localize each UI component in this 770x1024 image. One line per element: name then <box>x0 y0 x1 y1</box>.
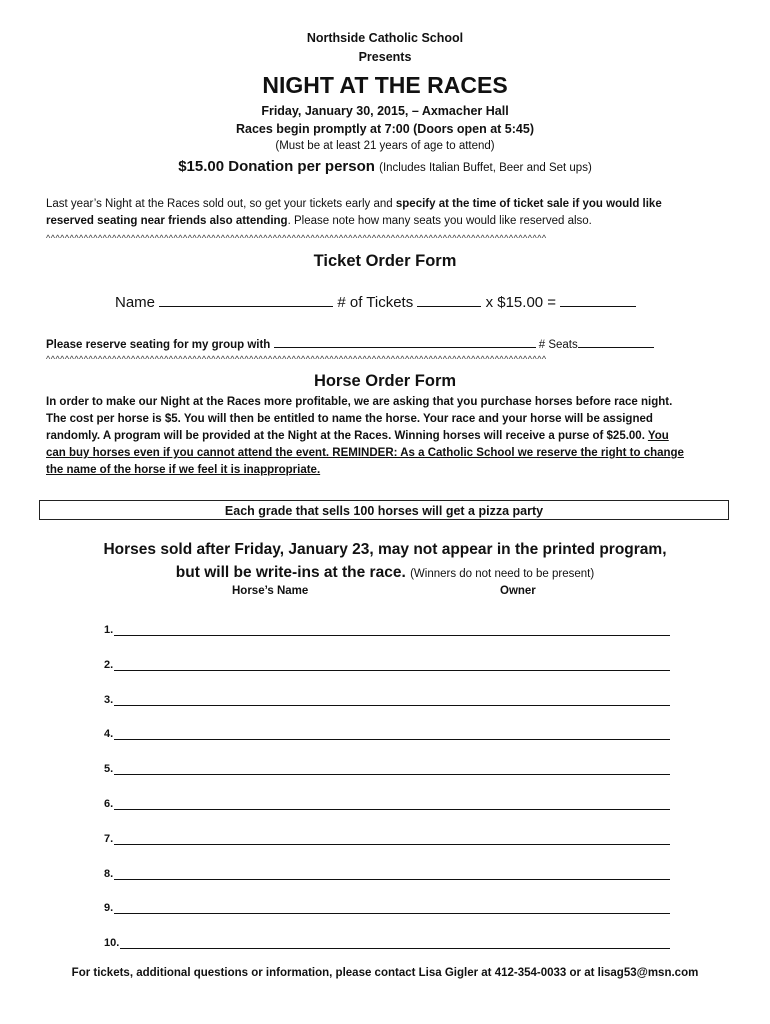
horse-para-text: randomly. A program will be provided at the Night at the Races. Winning horses will receive a purse of $25.00. <box>46 430 648 442</box>
horse-entry-number: 4. <box>104 728 114 740</box>
horse-entry-line[interactable] <box>114 621 670 636</box>
horse-para-line-1: In order to make our Night at the Races more profitable, we are asking that you purchase horses before race night. <box>46 396 673 408</box>
horse-entry-number: 2. <box>104 659 114 671</box>
deadline-line-1: Horses sold after Friday, January 23, may not appear in the printed program, <box>103 541 667 558</box>
separator-2: ^^^^^^^^^^^^^^^^^^^^^^^^^^^^^^^^^^^^^^^^^^^^^^^^^^^^^^^^^^^^^^^^^^^^^^^^^^^^^^^^^^^^^^^^^^^^^^^^^^^^^^^^^^ <box>46 354 547 364</box>
horse-entry-line[interactable] <box>114 830 670 845</box>
horse-entry-row[interactable] <box>104 720 670 740</box>
donation-line <box>0 158 770 175</box>
ticket-form-title: Ticket Order Form <box>313 252 457 270</box>
intro-text: Last year’s Night at the Races sold out, so get your tickets early and <box>46 198 396 210</box>
horse-entry-number: 10. <box>104 937 120 949</box>
intro-emphasis: specify at the time of ticket sale if you would like <box>395 198 662 210</box>
horse-entry-line[interactable] <box>114 691 670 706</box>
donation-amount: $15.00 Donation per person <box>178 158 375 175</box>
horse-entry-line[interactable] <box>120 934 670 949</box>
horse-entry-number: 7. <box>104 833 114 845</box>
seats-field[interactable] <box>578 336 654 348</box>
separator-1: ^^^^^^^^^^^^^^^^^^^^^^^^^^^^^^^^^^^^^^^^^^^^^^^^^^^^^^^^^^^^^^^^^^^^^^^^^^^^^^^^^^^^^^^^^^^^^^^^^^^^^^^^^^ <box>46 233 547 243</box>
intro-line-1 <box>46 198 726 210</box>
price-label: x $15.00 = <box>485 294 557 311</box>
name-label: Name <box>115 294 156 311</box>
school-name: Northside Catholic School <box>306 31 464 45</box>
horse-entry-line[interactable] <box>114 760 670 775</box>
horse-entry-row[interactable] <box>104 825 670 845</box>
horse-entry-line[interactable] <box>114 795 670 810</box>
horse-para-line-5: the name of the horse if we feel it is inappropriate. <box>46 464 321 476</box>
seating-request-line <box>46 336 654 351</box>
horse-para-line-4: can buy horses even if you cannot attend the event. REMINDER: As a Catholic School we reserve the right to change <box>46 447 684 459</box>
horse-para-line-3 <box>46 430 726 442</box>
col-horse-name: Horse’s Name <box>232 585 309 597</box>
horse-entry-row[interactable] <box>104 755 670 775</box>
event-date: Friday, January 30, 2015, – Axmacher Hall <box>261 104 509 118</box>
ticket-order-line <box>115 292 636 311</box>
write-ins-text: but will be write-ins at the race. <box>175 564 406 581</box>
pizza-party-notice: Each grade that sells 100 horses will get a pizza party <box>39 500 729 520</box>
horse-entry-number: 1. <box>104 624 114 636</box>
horse-entry-row[interactable] <box>104 686 670 706</box>
age-requirement: (Must be at least 21 years of age to attend) <box>275 140 495 152</box>
tickets-label: # of Tickets <box>337 294 414 311</box>
group-field[interactable] <box>274 336 536 348</box>
col-owner: Owner <box>500 585 536 597</box>
horse-entry-row[interactable] <box>104 929 670 949</box>
horse-entry-row[interactable] <box>104 894 670 914</box>
seats-label: # Seats <box>538 339 578 351</box>
winners-note: (Winners do not need to be present) <box>410 568 595 580</box>
horse-entry-row[interactable] <box>104 616 670 636</box>
tickets-field[interactable] <box>417 292 481 307</box>
horse-entry-line[interactable] <box>114 725 670 740</box>
horse-entry-number: 6. <box>104 798 114 810</box>
horse-entry-row[interactable] <box>104 790 670 810</box>
horse-entry-row[interactable] <box>104 860 670 880</box>
horse-entry-number: 3. <box>104 694 114 706</box>
horse-para-underlined: You <box>647 430 669 442</box>
horse-entry-line[interactable] <box>114 865 670 880</box>
horse-para-line-2: The cost per horse is $5. You will then be entitled to name the horse. Your race and your horse will be assigned <box>46 413 653 425</box>
intro-line-2 <box>46 215 726 227</box>
horse-entry-line[interactable] <box>114 656 670 671</box>
presents-label: Presents <box>358 50 412 64</box>
horse-entry-row[interactable] <box>104 651 670 671</box>
horse-entry-line[interactable] <box>114 899 670 914</box>
deadline-line-2 <box>0 564 770 582</box>
contact-info: For tickets, additional questions or information, please contact Lisa Gigler at 412-354-0033 or at lisag53@msn.com <box>71 967 699 979</box>
horse-entry-number: 5. <box>104 763 114 775</box>
seating-label: Please reserve seating for my group with <box>46 339 271 351</box>
donation-includes: (Includes Italian Buffet, Beer and Set ups) <box>379 162 592 174</box>
total-field[interactable] <box>560 292 636 307</box>
event-title: NIGHT AT THE RACES <box>262 72 508 98</box>
horse-form-title: Horse Order Form <box>313 372 457 390</box>
horse-entry-number: 9. <box>104 902 114 914</box>
horse-entry-number: 8. <box>104 868 114 880</box>
name-field[interactable] <box>159 292 333 307</box>
races-time: Races begin promptly at 7:00 (Doors open at 5:45) <box>236 122 534 136</box>
intro-emphasis-2: reserved seating near friends also attending <box>46 215 288 227</box>
intro-text-2: . Please note how many seats you would like reserved also. <box>287 215 592 227</box>
